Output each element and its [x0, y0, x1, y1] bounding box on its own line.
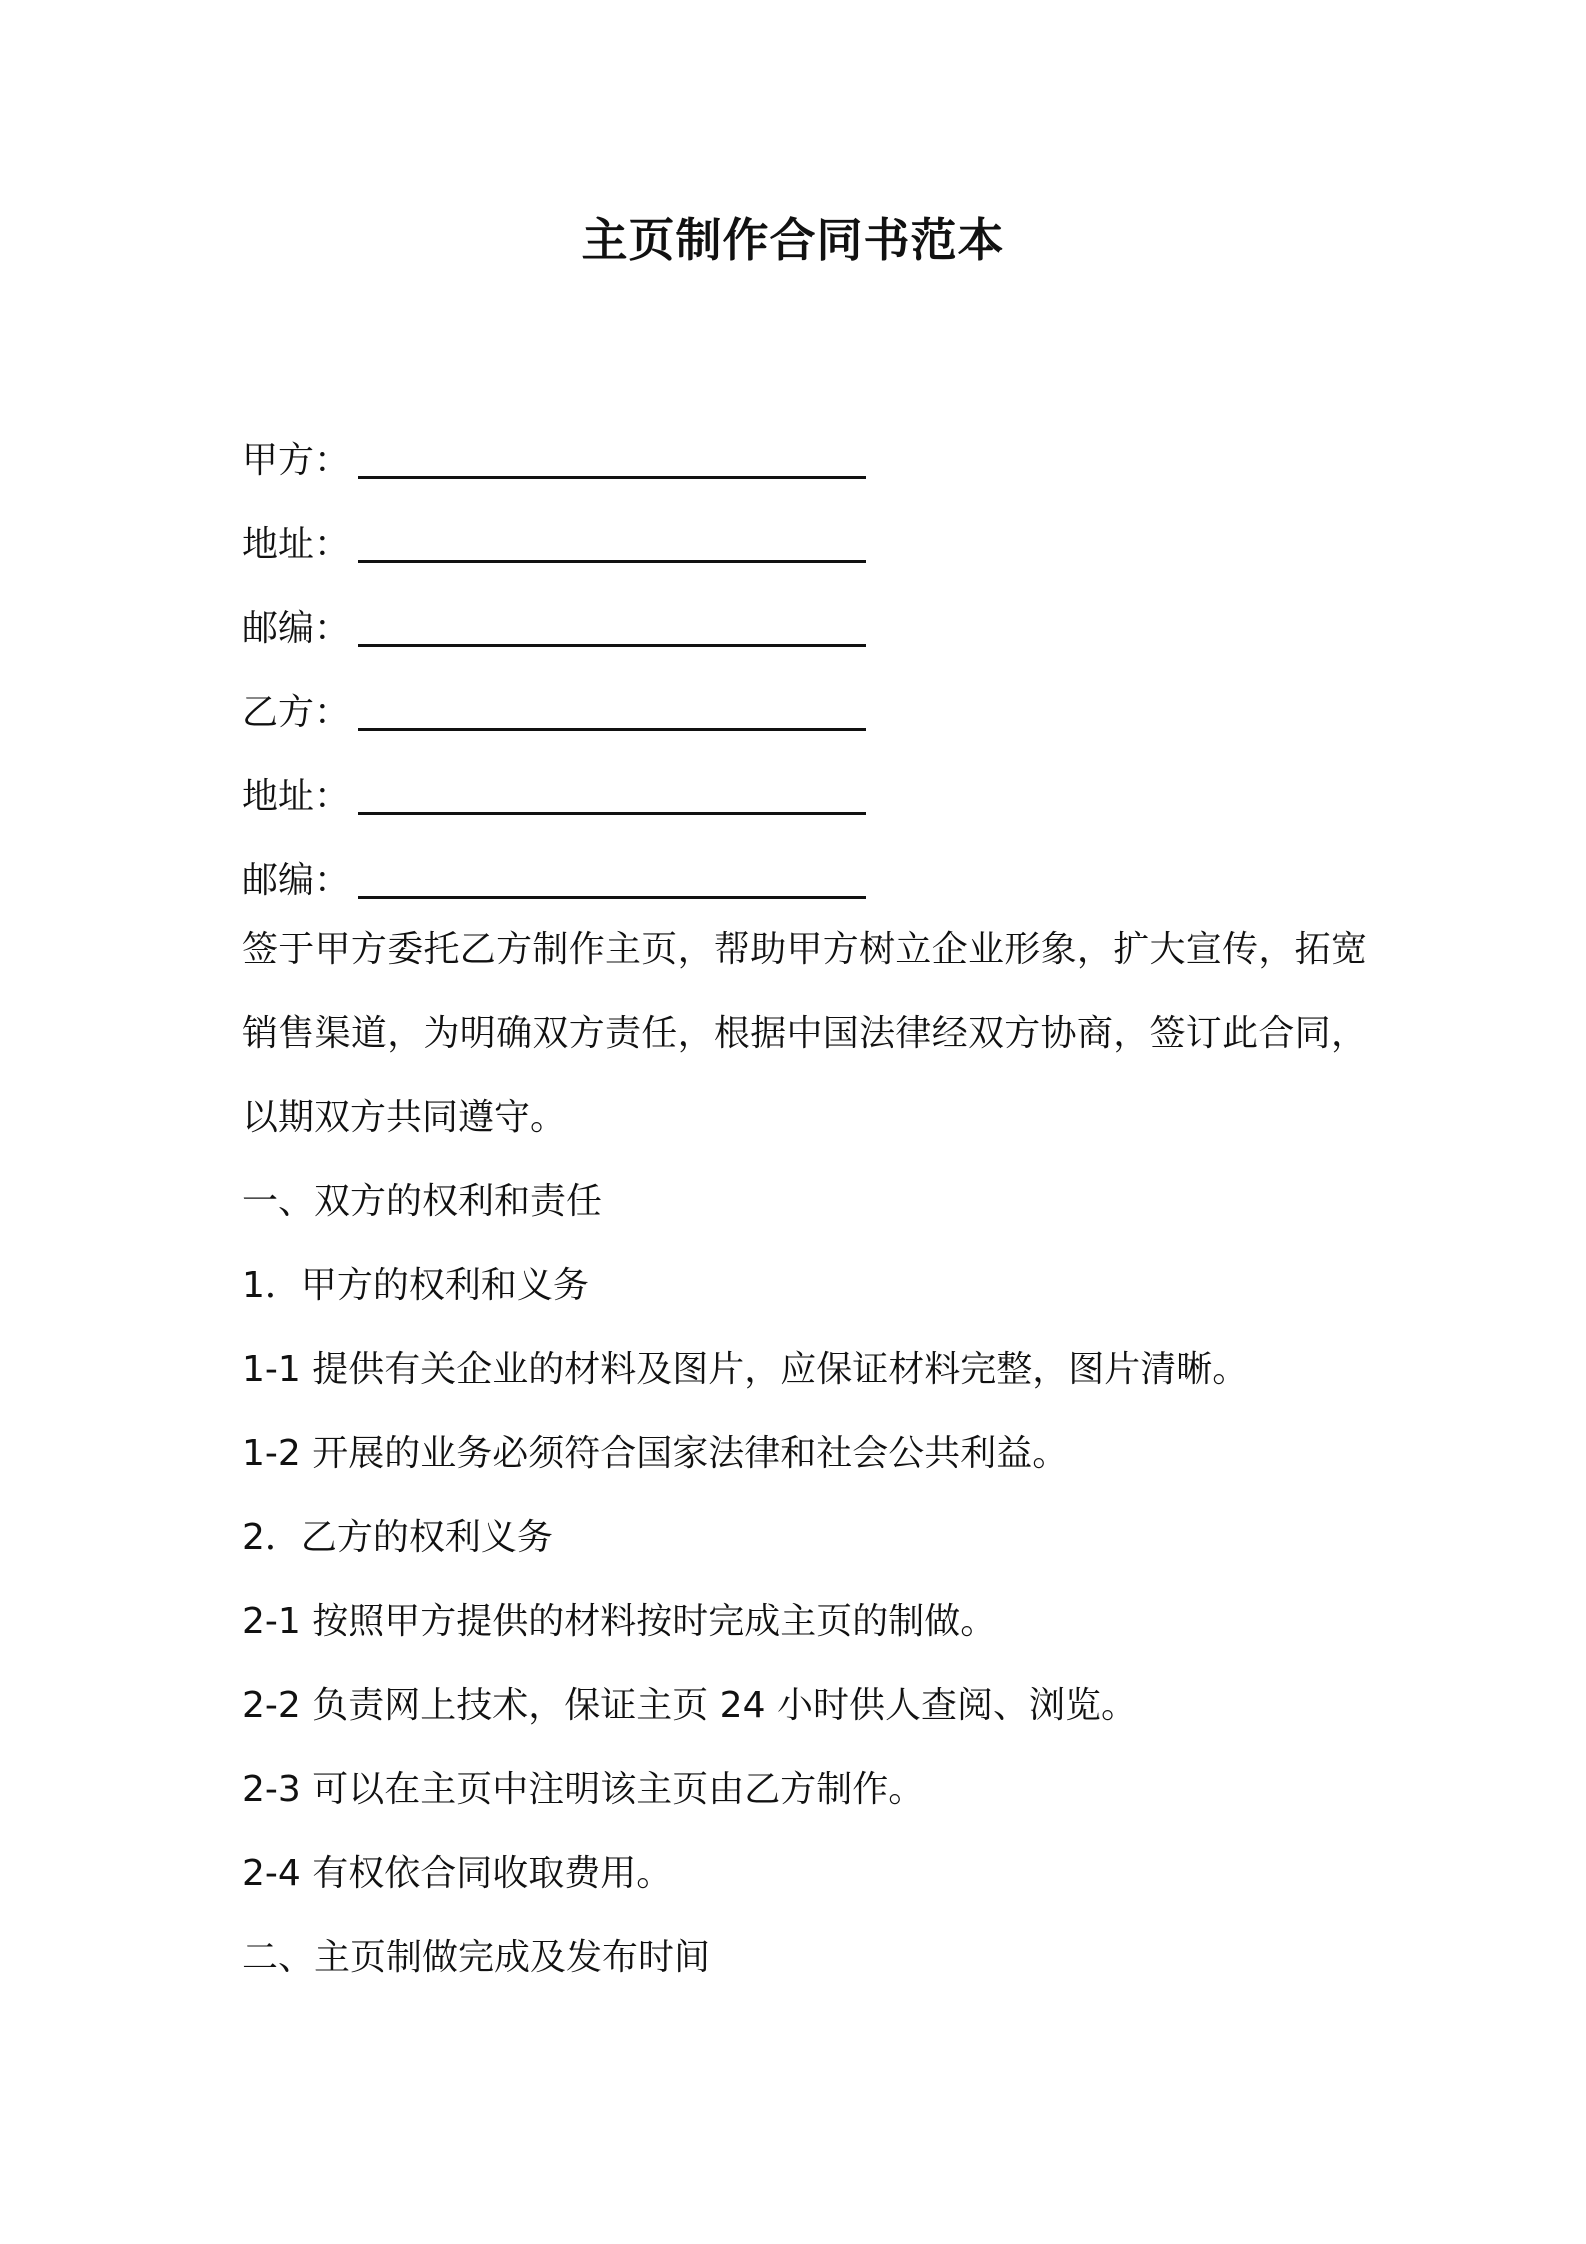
- party-a-field: [242, 405, 1362, 489]
- intro-paragraph: 签于甲方委托乙方制作主页，帮助甲方树立企业形象，扩大宣传，拓宽销售渠道，为明确双方责任，根据中国法律经双方协商，签订此合同，以期双方共同遵守。: [242, 929, 1367, 1138]
- party-b-address-field: [242, 741, 1362, 825]
- clause-2-3: 2-3 可以在主页中注明该主页由乙方制作。: [242, 1769, 925, 1810]
- party-b-blank: [358, 688, 866, 731]
- document-title: 主页制作合同书范本: [581, 213, 1005, 267]
- clause-1-2: 1-2 开展的业务必须符合国家法律和社会公共利益。: [242, 1433, 1069, 1474]
- party-b-label: 乙方：: [242, 692, 351, 733]
- party-b-postcode-label: 邮编：: [242, 860, 351, 901]
- clause-1-1: 1-1 提供有关企业的材料及图片，应保证材料完整，图片清晰。: [242, 1349, 1249, 1390]
- party-a-address-blank: [358, 520, 866, 563]
- party-a-postcode-label: 邮编：: [242, 608, 351, 649]
- clause-2-4: 2-4 有权依合同收取费用。: [242, 1853, 673, 1894]
- party-a-address-label: 地址：: [242, 524, 351, 565]
- section-heading-rights: 一、双方的权利和责任: [242, 1181, 603, 1222]
- subsection-party-a: 1．甲方的权利和义务: [242, 1265, 589, 1306]
- party-b-field: [242, 657, 1362, 741]
- party-b-address-label: 地址：: [242, 776, 351, 817]
- subsection-party-b: 2．乙方的权利义务: [242, 1517, 553, 1558]
- party-info-fields: [242, 405, 1362, 909]
- section-heading-schedule: 二、主页制做完成及发布时间: [242, 1937, 711, 1978]
- party-b-postcode-field: [242, 825, 1362, 909]
- party-b-address-blank: [358, 772, 866, 815]
- clause-2-1: 2-1 按照甲方提供的材料按时完成主页的制做。: [242, 1601, 997, 1642]
- party-a-postcode-field: [242, 573, 1362, 657]
- party-b-postcode-blank: [358, 856, 866, 899]
- party-a-postcode-blank: [358, 604, 866, 647]
- clause-2-2: 2-2 负责网上技术，保证主页 24 小时供人查阅、浏览。: [242, 1685, 1137, 1726]
- contract-body: [242, 908, 1367, 2000]
- party-a-blank: [358, 436, 866, 479]
- party-a-address-field: [242, 489, 1362, 573]
- party-a-label: 甲方：: [242, 440, 351, 481]
